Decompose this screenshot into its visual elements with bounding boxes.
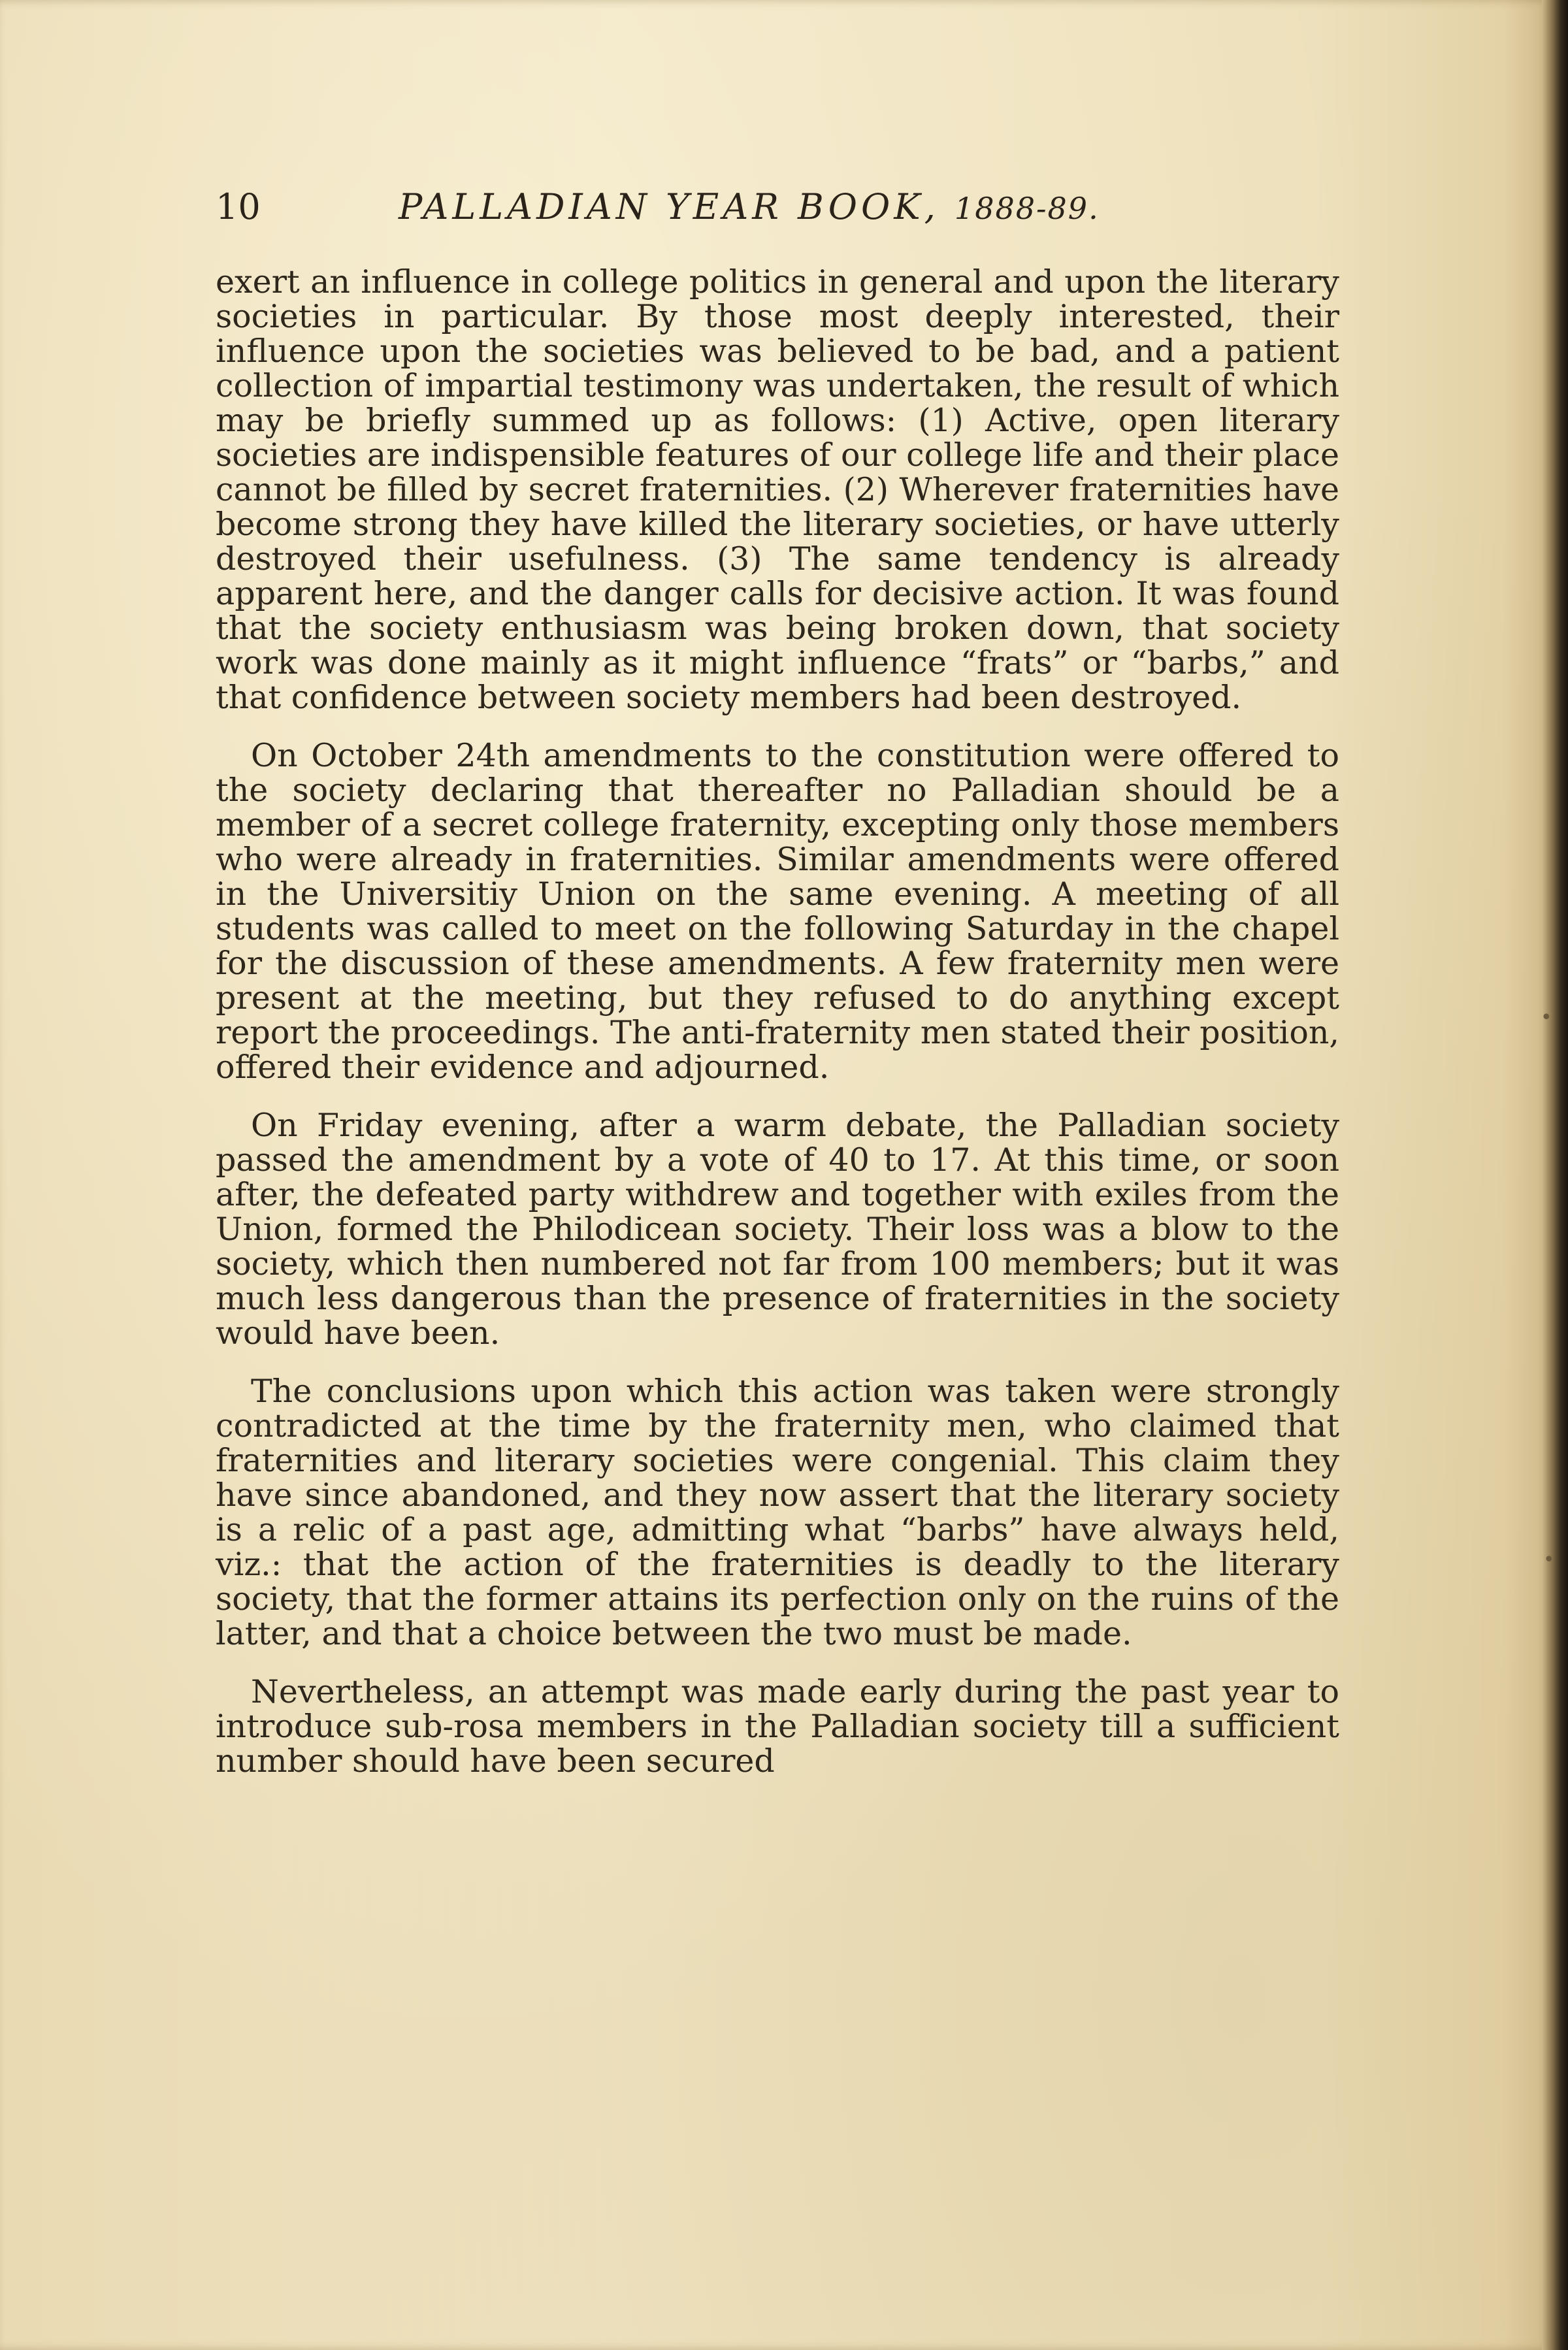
running-title-text: PALLADIAN YEAR BOOK, bbox=[399, 186, 939, 227]
page-number: 10 bbox=[216, 186, 261, 227]
page-edge-shadow bbox=[1542, 0, 1568, 2350]
margin-mark: • bbox=[1543, 1548, 1555, 1571]
paragraph-2: On October 24th amendments to the constitution were offered to the society declaring that thereafter no Palladian should be a member of a secret college fraternity, excepting only those members who were already in fraternities. Similar amendments were offered in the Universitiy Union on the same evening. A meeting of all students was called to meet on the following Saturday in the chapel for the discussion of these amendments. A few fraternity men were present at the meeting, but they refused to do anything except report the proceedings. The anti-fraternity men stated their position, offered their evidence and adjourned. bbox=[216, 737, 1339, 1086]
paragraph-3: On Friday evening, after a warm debate, the Palladian society passed the amendment by a vote of 40 to 17. At this time, or soon after, the defeated party withdrew and together with exiles from the Union, formed the Philodicean society. Their loss was a blow to the society, which then numbered not far from 100 members; but it was much less dangerous than the presence of fraternities in the society would have been. bbox=[216, 1107, 1339, 1352]
paragraph-5: Nevertheless, an attempt was made early during the past year to introduce sub-rosa members in the Palladian society till a sufficient number should have been secured bbox=[216, 1673, 1339, 1780]
running-title-years: 1888-89. bbox=[954, 191, 1100, 226]
running-title bbox=[399, 184, 1100, 231]
body-text bbox=[216, 265, 1339, 1802]
page-header bbox=[216, 184, 1359, 237]
margin-mark: • bbox=[1541, 1006, 1552, 1029]
paragraph-1: exert an influence in college politics in general and upon the literary societies in particular. By those most deeply interested, their influence upon the societies was believed to be bad, and a patient collection of impartial testimony was undertaken, the result of which may be briefly summed up as follows: (1) Active, open literary societies are indispensible features of our college life and their place cannot be filled by secret fraternities. (2) Wherever fraternities have become strong they have killed the literary societies, or have utterly destroyed their usefulness. (3) The same tendency is already apparent here, and the danger calls for decisive action. It was found that the society enthusiasm was being broken down, that society work was done mainly as it might influence “frats” or “barbs,” and that confidence between society members had been destroyed. bbox=[216, 263, 1339, 716]
paragraph-4: The conclusions upon which this action was taken were strongly contradicted at the time by the fraternity men, who claimed that fraternities and literary societies were congenial. This claim they have since abandoned, and they now assert that the literary society is a relic of a past age, admitting what “barbs” have always held, viz.: that the action of the fraternities is deadly to the literary society, that the former attains its perfection only on the ruins of the latter, and that a choice between the two must be made. bbox=[216, 1373, 1339, 1652]
